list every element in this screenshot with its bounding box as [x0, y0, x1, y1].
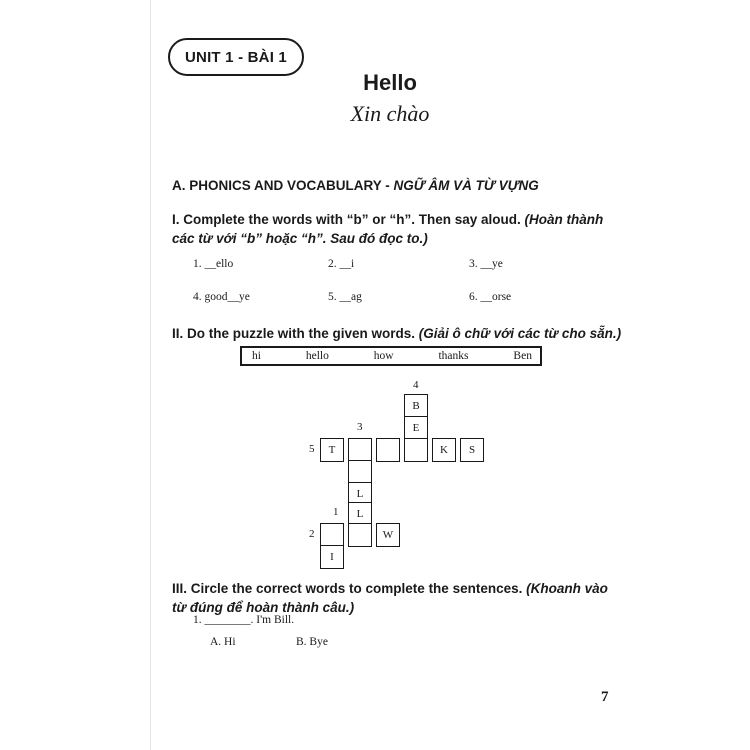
word-bank-word: thanks	[438, 350, 469, 362]
section-a-heading	[172, 178, 539, 193]
puzzle-cell[interactable]: T	[320, 438, 344, 462]
exercise-3-instruction-vi: (Khoanh vào từ đúng để hoàn thành câu.)	[172, 581, 608, 615]
exercise-2-instruction	[172, 324, 622, 343]
clue-number-4: 4	[413, 379, 419, 391]
word-bank-word: hello	[305, 350, 329, 362]
puzzle-cell[interactable]: E	[404, 416, 428, 440]
answer-option[interactable]: B. Bye	[296, 636, 328, 648]
unit-badge: UNIT 1 - BÀI 1	[168, 38, 304, 76]
puzzle-cell[interactable]: L	[348, 502, 372, 526]
exercise-1-item: 4. good__ye	[193, 291, 250, 303]
exercise-1-instruction-vi: (Hoàn thành các từ với “b” hoặc “h”. Sau đó đọc to.)	[172, 212, 604, 246]
puzzle-cell[interactable]	[320, 523, 344, 547]
puzzle-cell[interactable]	[404, 438, 428, 462]
exercise-1-instruction	[172, 210, 622, 248]
word-bank	[240, 346, 542, 366]
puzzle-cell[interactable]: S	[460, 438, 484, 462]
word-bank-word: how	[373, 350, 394, 362]
exercise-2-instruction-en: II. Do the puzzle with the given words.	[172, 326, 419, 341]
word-bank-word: hi	[252, 350, 261, 362]
exercise-1-item: 6. __orse	[469, 291, 512, 303]
puzzle-cell[interactable]: L	[348, 482, 372, 506]
exercise-3-instruction-en: III. Circle the correct words to complete the sentences.	[172, 581, 527, 596]
exercise-1-item: 5. __ag	[328, 291, 362, 303]
answer-option[interactable]: A. Hi	[210, 636, 236, 648]
word-bank-word: Ben	[513, 350, 532, 362]
clue-number-5: 5	[309, 443, 315, 455]
page-number: 7	[601, 689, 609, 705]
clue-number-3: 3	[357, 421, 363, 433]
exercise-1-item: 1. __ello	[193, 258, 234, 270]
lesson-subtitle: Xin chào	[350, 101, 430, 126]
puzzle-cell[interactable]	[348, 460, 372, 484]
section-a-heading-en: A. PHONICS AND VOCABULARY -	[172, 178, 394, 193]
exercise-1-instruction-en: I. Complete the words with “b” or “h”. Then say aloud.	[172, 212, 525, 227]
puzzle-cell[interactable]: B	[404, 394, 428, 418]
exercise-2-instruction-vi: (Giải ô chữ với các từ cho sẵn.)	[418, 326, 622, 341]
exercise-3-question: 1. ________. I'm Bill.	[193, 614, 295, 626]
puzzle-cell[interactable]	[376, 438, 400, 462]
clue-number-2: 2	[309, 528, 315, 540]
puzzle-cell[interactable]	[348, 438, 372, 462]
exercise-3-instruction	[172, 579, 622, 617]
exercise-1-item: 3. __ye	[469, 258, 503, 270]
exercise-1-item: 2. __i	[328, 258, 355, 270]
section-a-heading-vi: NGỮ ÂM VÀ TỪ VỰNG	[393, 178, 539, 193]
puzzle-cell[interactable]: K	[432, 438, 456, 462]
lesson-title: Hello	[363, 70, 417, 95]
clue-number-1: 1	[333, 506, 339, 518]
puzzle-cell[interactable]	[348, 523, 372, 547]
puzzle-cell[interactable]: W	[376, 523, 400, 547]
puzzle-cell[interactable]: I	[320, 545, 344, 569]
